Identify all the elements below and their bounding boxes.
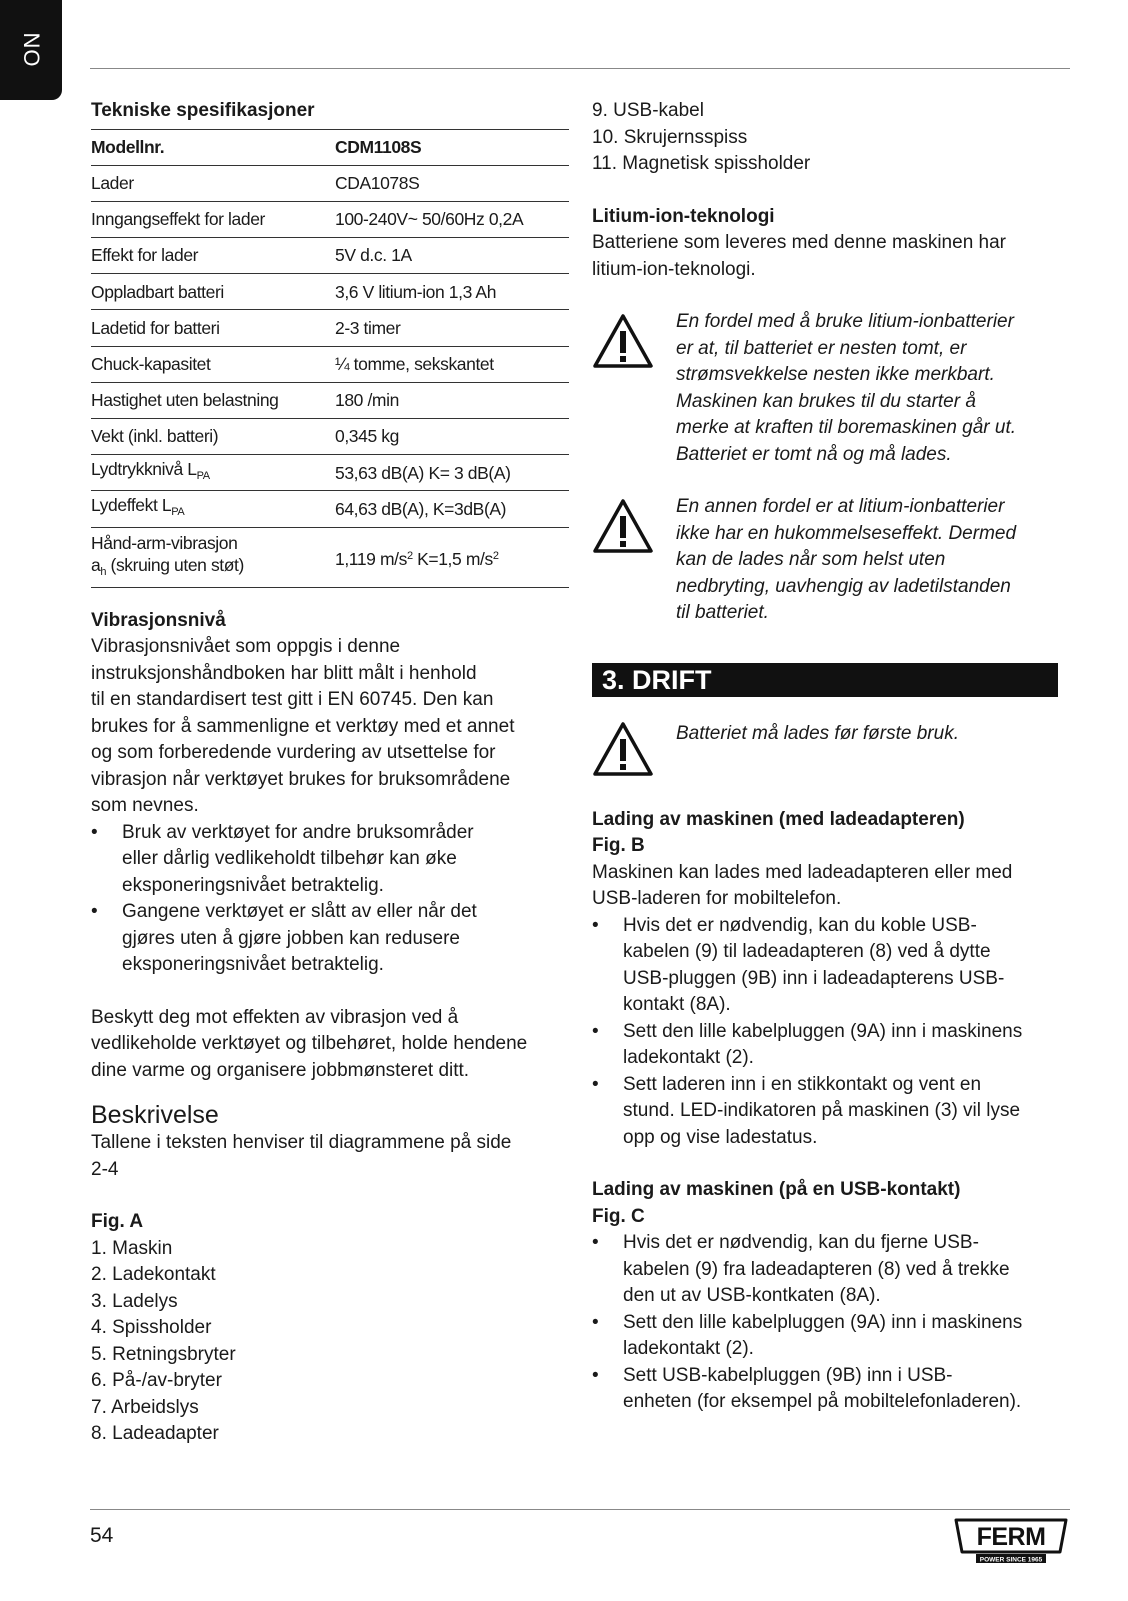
text-line: 2-4 — [91, 1158, 119, 1180]
spec-row — [91, 310, 569, 346]
spec-row-sound-power — [91, 491, 569, 527]
ferm-logo — [952, 1516, 1070, 1564]
charging-usb-title: Lading av maskinen (på en USB-kontakt) — [592, 1179, 961, 1200]
text-line: • Sett den lille kabelpluggen (9A) inn i maskinens — [623, 1020, 1023, 1042]
right-column — [592, 98, 1072, 1416]
text-line: til en standardisert test gitt i EN 60745. Den kan — [91, 689, 494, 711]
text-line: Batteriet er tomt nå og må lades. — [676, 443, 952, 465]
text-line: enheten (for eksempel på mobiltelefonladeren). — [623, 1391, 1022, 1412]
description-heading: Beskrivelse — [91, 1101, 219, 1130]
text-line: strømsvekkelse nesten ikke merkbart. — [676, 364, 995, 385]
text-line: ladekontakt (2). — [623, 1338, 754, 1359]
bullet-item — [91, 820, 569, 900]
spec-value: 3,6 V litium-ion 1,3 Ah — [335, 274, 569, 310]
parts-list — [91, 1236, 569, 1448]
spec-row-vibration — [91, 527, 569, 587]
spec-value-text: K=1,5 m/s — [412, 548, 493, 569]
text-line: • Gangene verktøyet er slått av eller når det — [122, 901, 477, 923]
text-line: instruksjonshåndboken har blitt målt i henhold — [91, 662, 477, 684]
spec-value: ¼ tomme, sekskantet — [335, 346, 569, 382]
text-line: Maskinen kan lades med ladeadapteren eller med — [592, 861, 1013, 883]
language-tab — [0, 0, 62, 100]
text-line: nedbryting, uavhengig av ladetilstanden — [676, 575, 1011, 597]
text-line: litium-ion-teknologi. — [592, 258, 756, 280]
text-line: • Hvis det er nødvendig, kan du koble USB- — [623, 914, 977, 936]
text-line: ikke har en hukommelseseffekt. Dermed — [676, 522, 1017, 544]
text-line: dine varme og organisere jobbmønsteret ditt. — [91, 1059, 470, 1081]
text-line: Batteriene som leveres med denne maskinen har — [592, 232, 1007, 253]
spec-value: 0,345 kg — [335, 419, 569, 455]
spec-key: Lader — [91, 165, 335, 201]
spec-key: Vekt (inkl. batteri) — [91, 419, 335, 455]
spec-value: 5V d.c. 1A — [335, 238, 569, 274]
charging-adapter-paragraph — [592, 860, 1072, 913]
text-line: er at, til batteriet er nesten tomt, er — [676, 337, 967, 359]
text-line: brukes for å sammenligne et verktøy med et annet — [91, 715, 515, 737]
language-code: NO — [19, 32, 44, 68]
spec-value-sup: 2 — [492, 549, 499, 562]
spec-key: Hastighet uten belastning — [91, 382, 335, 418]
fig-c-label: Fig. C — [592, 1205, 645, 1227]
spec-value: CDA1078S — [335, 165, 569, 201]
text-line: eksponeringsnivået betraktelig. — [122, 874, 384, 896]
text-line: Maskinen kan brukes til du starter å — [676, 390, 976, 412]
warning-icon — [592, 721, 654, 777]
text-line: vedlikeholde verktøyet og tilbehøret, holde hendene — [91, 1033, 528, 1055]
text-line: kontakt (8A). — [623, 994, 731, 1015]
text-line: som nevnes. — [91, 795, 199, 817]
spec-key-line — [91, 554, 335, 583]
text-line: Vibrasjonsnivået som oppgis i denne — [91, 636, 401, 658]
spec-row — [91, 165, 569, 201]
text-line: stund. LED-indikatoren på maskinen (3) vil lyse — [623, 1100, 1021, 1121]
spec-row — [91, 382, 569, 418]
text-line: Tallene i teksten henviser til diagrammene på side — [91, 1132, 512, 1154]
text-line: kabelen (9) fra ladeadapteren (8) ved å trekke — [623, 1258, 1010, 1280]
text-line: til batteriet. — [676, 602, 769, 623]
description-paragraph — [91, 1130, 569, 1183]
list-item: 7. Arbeidslys — [91, 1396, 199, 1418]
text-line: vibrasjon når verktøyet brukes for bruksområdene — [91, 768, 511, 790]
liion-paragraph — [592, 230, 1072, 283]
list-item: 4. Spissholder — [91, 1317, 212, 1339]
spec-key: Chuck-kapasitet — [91, 346, 335, 382]
spec-key — [91, 455, 335, 491]
text-line: En fordel med å bruke litium-ionbatterier — [676, 311, 1014, 332]
spec-key-line: Hånd-arm-vibrasjon — [91, 532, 238, 553]
text-line: ladekontakt (2). — [623, 1047, 754, 1068]
logo-text: FERM — [976, 1523, 1046, 1551]
bullet-item — [592, 1072, 1072, 1152]
spec-key: Inngangseffekt for lader — [91, 201, 335, 237]
bullet-item — [592, 1363, 1072, 1416]
spec-key-text: Lydeffekt L — [91, 495, 172, 516]
spec-key-text: (skruing uten støt) — [106, 554, 244, 575]
bullet-item — [592, 1310, 1072, 1363]
logo-tagline: POWER SINCE 1965 — [979, 1556, 1043, 1564]
spec-row-sound-pressure — [91, 455, 569, 491]
spec-key-text: Lydtrykknivå L — [91, 459, 197, 480]
warning-icon — [592, 313, 654, 369]
vibration-title: Vibrasjonsnivå — [91, 609, 226, 631]
text-line: opp og vise ladestatus. — [623, 1126, 818, 1148]
text-line: • Bruk av verktøyet for andre bruksområder — [122, 821, 474, 843]
text-line: kan de lades når som helst uten — [676, 549, 946, 570]
header-rule — [90, 68, 1070, 69]
footer-rule — [90, 1509, 1070, 1510]
text-line: eller dårlig vedlikeholdt tilbehør kan øke — [122, 848, 457, 870]
list-item: 10. Skrujernsspiss — [592, 126, 748, 148]
text-line: eksponeringsnivået betraktelig. — [122, 954, 384, 976]
spec-key: Effekt for lader — [91, 238, 335, 274]
spec-row — [91, 238, 569, 274]
text-line: og som forberedende vurdering av utsettelse for — [91, 742, 496, 764]
list-item: 9. USB-kabel — [592, 100, 704, 121]
spec-key: Oppladbart batteri — [91, 274, 335, 310]
vibration-paragraph — [91, 634, 569, 820]
spec-row — [91, 419, 569, 455]
page-number: 54 — [90, 1524, 114, 1547]
parts-list-continued — [592, 98, 1072, 178]
spec-key-sub: h — [100, 565, 107, 578]
list-item: 11. Magnetisk spissholder — [592, 153, 811, 174]
text-line: • Sett laderen inn i en stikkontakt og vent en — [623, 1073, 982, 1095]
text-line: den ut av USB-kontkaten (8A). — [623, 1285, 881, 1306]
charging-adapter-title: Lading av maskinen (med ladeadapteren) — [592, 808, 965, 830]
text-line: merke at kraften til boremaskinen går ut. — [676, 417, 1017, 438]
warning-block — [592, 721, 1072, 787]
spec-value-sup: 2 — [406, 549, 413, 562]
left-column — [91, 98, 569, 1448]
text-line: USB-laderen for mobiltelefon. — [592, 888, 842, 909]
text-line: Batteriet må lades før første bruk. — [676, 722, 959, 744]
bullet-item — [592, 1230, 1072, 1310]
bullet-item — [592, 1019, 1072, 1072]
spec-key — [91, 527, 335, 587]
warning-block — [592, 309, 1072, 468]
list-item: 3. Ladelys — [91, 1290, 178, 1312]
spec-header-row — [91, 129, 569, 165]
text-line: Beskytt deg mot effekten av vibrasjon ved å — [91, 1006, 459, 1028]
warning-icon — [592, 498, 654, 554]
section-heading-drift: 3. DRIFT — [592, 663, 1058, 697]
text-line: • Sett den lille kabelpluggen (9A) inn i maskinens — [623, 1311, 1023, 1333]
liion-title: Litium-ion-teknologi — [592, 205, 775, 227]
text-line: USB-pluggen (9B) inn i ladeadapterens USB- — [623, 967, 1005, 989]
list-item: 2. Ladekontakt — [91, 1264, 216, 1286]
spec-value: 2-3 timer — [335, 310, 569, 346]
spec-key-sub: PA — [171, 506, 185, 519]
spec-row — [91, 346, 569, 382]
list-item: 6. På-/av-bryter — [91, 1370, 222, 1392]
spec-row — [91, 201, 569, 237]
spec-row — [91, 274, 569, 310]
text-line: En annen fordel er at litium-ionbatterier — [676, 496, 1005, 517]
list-item: 8. Ladeadapter — [91, 1423, 219, 1445]
vibration-protect-paragraph — [91, 1005, 569, 1085]
fig-b-label: Fig. B — [592, 835, 645, 856]
spec-key-text: a — [91, 554, 101, 575]
fig-a-label: Fig. A — [91, 1211, 144, 1233]
list-item: 5. Retningsbryter — [91, 1343, 236, 1365]
spec-value: CDM1108S — [335, 129, 569, 165]
spec-key: Modellnr. — [91, 129, 335, 165]
spec-title: Tekniske spesifikasjoner — [91, 100, 315, 121]
spec-key — [91, 491, 335, 527]
text-line: • Hvis det er nødvendig, kan du fjerne USB- — [623, 1232, 979, 1253]
spec-table — [91, 129, 569, 588]
spec-value-text: 1,119 m/s — [335, 548, 407, 569]
spec-value: 180 /min — [335, 382, 569, 418]
bullet-item — [592, 913, 1072, 1019]
spec-value: 53,63 dB(A) K= 3 dB(A) — [335, 455, 569, 491]
bullet-item — [91, 899, 569, 979]
list-item: 1. Maskin — [91, 1237, 173, 1259]
text-line: • Sett USB-kabelpluggen (9B) inn i USB- — [623, 1364, 953, 1386]
spec-value: 100-240V~ 50/60Hz 0,2A — [335, 201, 569, 237]
spec-value: 64,63 dB(A), K=3dB(A) — [335, 491, 569, 527]
spec-key-sub: PA — [196, 470, 210, 483]
warning-block — [592, 494, 1072, 627]
text-line: gjøres uten å gjøre jobben kan redusere — [122, 927, 460, 949]
spec-value — [335, 527, 569, 587]
text-line: kabelen (9) til ladeadapteren (8) ved å dytte — [623, 941, 991, 962]
spec-key: Ladetid for batteri — [91, 310, 335, 346]
